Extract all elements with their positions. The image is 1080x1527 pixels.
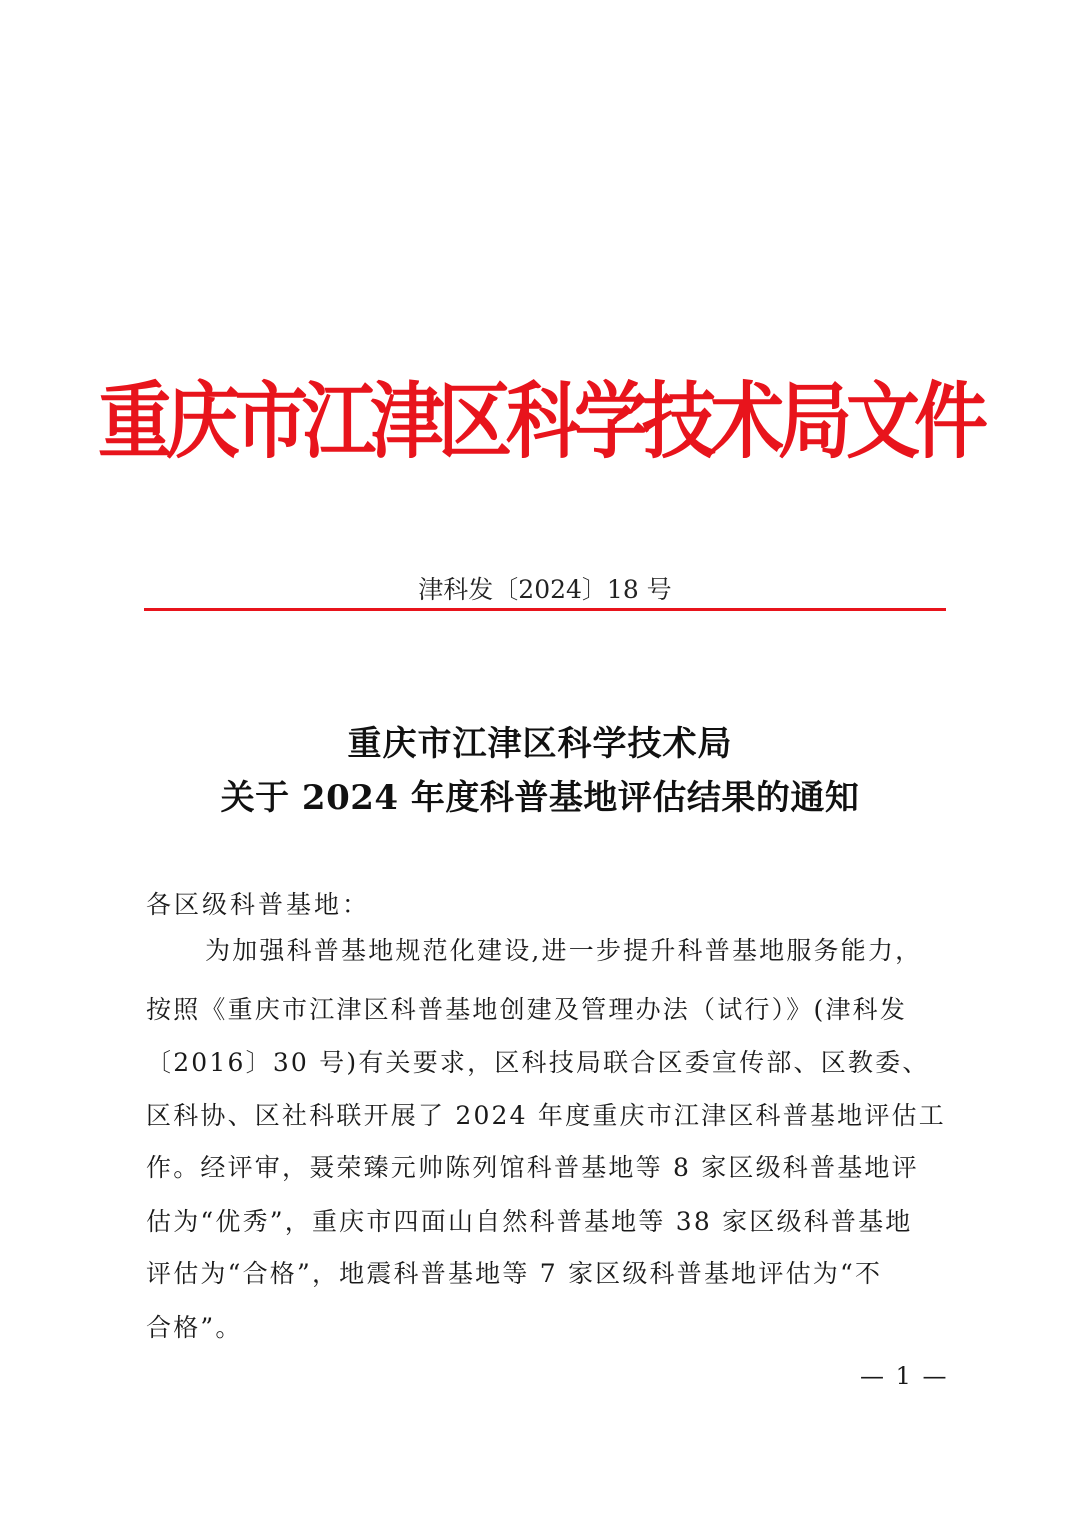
- notice-title-line-1: 重庆市江津区科学技术局: [347, 724, 733, 764]
- red-divider-line: [144, 608, 946, 611]
- body-line-7: 评估为“合格”，地震科普基地等 7 家区级科普基地评估为“不: [146, 1259, 883, 1288]
- body-line-6: 估为“优秀”，重庆市四面山自然科普基地等 38 家区级科普基地: [146, 1207, 913, 1236]
- body-line-3: 〔2016〕30 号)有关要求，区科技局联合区委宣传部、区教委、: [146, 1048, 930, 1077]
- issuer-title: 重庆市江津区科学技术局文件: [98, 374, 982, 471]
- salutation: 各区级科普基地：: [146, 890, 371, 919]
- body-line-1: 为加强科普基地规范化建设,进一步提升科普基地服务能力，: [205, 936, 923, 965]
- body-line-8: 合格”。: [146, 1313, 243, 1342]
- notice-title-line-2: 关于 2024 年度科普基地评估结果的通知: [220, 778, 860, 818]
- body-line-5: 作。经评审，聂荣臻元帅陈列馆科普基地等 8 家区级科普基地评: [146, 1153, 919, 1182]
- page-number: — 1 —: [860, 1362, 949, 1390]
- document-number: 津科发〔2024〕18 号: [418, 575, 672, 604]
- body-line-2: 按照《重庆市江津区科普基地创建及管理办法（试行）》(津科发: [146, 995, 908, 1024]
- body-line-4: 区科协、区社科联开展了 2024 年度重庆市江津区科普基地评估工: [146, 1101, 946, 1130]
